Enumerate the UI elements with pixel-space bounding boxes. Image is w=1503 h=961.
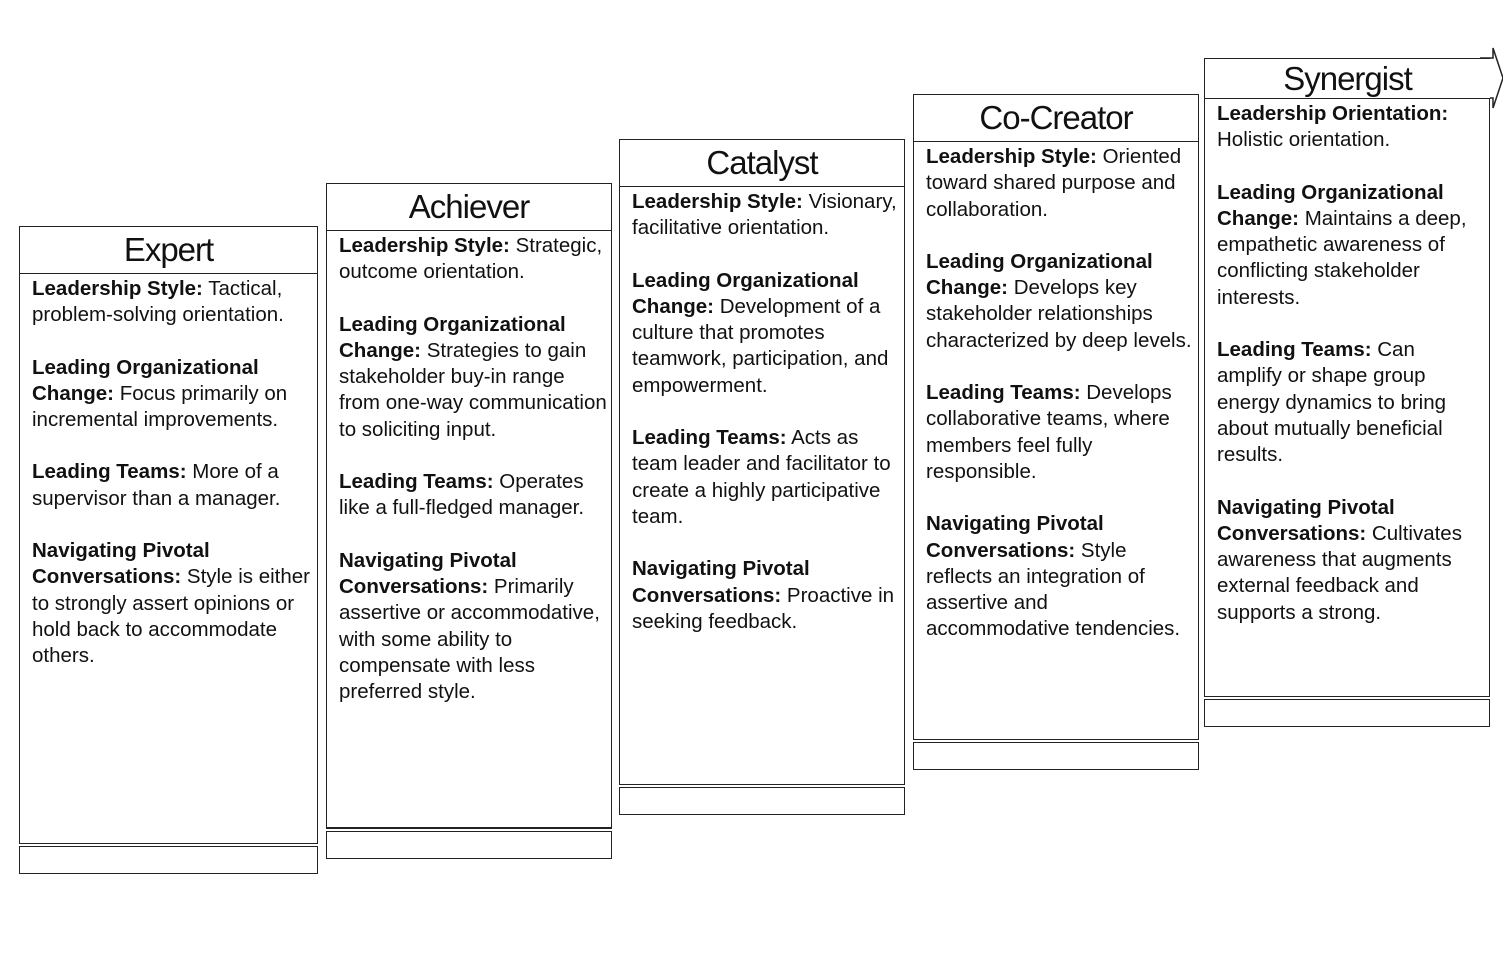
section-label: Leading Organizational Change: — [632, 268, 859, 318]
stage-section — [1217, 337, 1485, 468]
section-label: Leading Teams: — [926, 381, 1081, 405]
stage-section — [926, 144, 1194, 223]
stage-title: Achiever — [326, 183, 612, 231]
stage-section — [32, 276, 313, 329]
stage-section — [632, 268, 900, 399]
stage-section — [1217, 101, 1485, 154]
stage-body — [19, 274, 318, 844]
section-text: Style reflects an integration of assertive and accommodative tendencies. — [926, 538, 1181, 641]
section-label: Navigating Pivotal Conversations: — [1217, 495, 1395, 545]
stage-body — [619, 187, 905, 785]
stage-column-co-creator — [913, 94, 1199, 770]
section-text: Develops collaborative teams, where members feel fully responsible. — [926, 381, 1172, 483]
section-label: Leading Organizational Change: — [1217, 180, 1444, 230]
stage-title: Expert — [19, 226, 318, 274]
section-label: Leading Organizational Change: — [339, 312, 566, 362]
section-text: Strategic, outcome orientation. — [339, 234, 603, 284]
stage-section — [1217, 495, 1485, 626]
stage-section — [632, 425, 900, 530]
stage-footer — [326, 831, 612, 859]
stage-section — [339, 233, 607, 286]
stage-section — [926, 249, 1194, 354]
section-text: Oriented toward shared purpose and collaboration. — [926, 145, 1182, 221]
section-label: Leading Organizational Change: — [926, 249, 1153, 300]
section-label: Leading Teams: — [632, 426, 787, 450]
stage-section — [32, 538, 313, 669]
section-label: Navigating Pivotal Conversations: — [32, 539, 210, 589]
stage-section — [339, 312, 607, 443]
stage-section — [926, 380, 1194, 485]
section-label: Leading Organizational Change: — [32, 355, 259, 405]
section-text: Operates like a full-fledged manager. — [339, 470, 585, 520]
stage-section — [926, 511, 1194, 642]
section-text: Primarily assertive or accommodative, with some ability to compensate with less preferred style. — [339, 574, 600, 704]
stage-section — [32, 355, 313, 434]
section-label: Leadership Style: — [32, 277, 203, 300]
section-text: Cultivates awareness that augments external feedback and supports a strong. — [1217, 521, 1462, 624]
section-label: Navigating Pivotal Conversations: — [339, 548, 517, 598]
section-text: Focus primarily on incremental improvements. — [32, 381, 288, 432]
section-text: Develops key stakeholder relationships characterized by deep levels. — [926, 276, 1192, 352]
stage-section — [339, 469, 607, 522]
section-label: Navigating Pivotal Conversations: — [926, 512, 1104, 562]
stage-footer — [913, 742, 1199, 770]
section-text: Strategies to gain stakeholder buy-in range from one-way communication to soliciting input. — [339, 338, 607, 441]
section-text: Holistic orientation. — [1217, 128, 1391, 152]
section-label: Leading Teams: — [32, 460, 187, 484]
stage-section — [32, 459, 313, 512]
stage-title: Synergist — [1204, 58, 1490, 99]
stage-title: Co-Creator — [913, 94, 1199, 142]
section-label: Leadership Style: — [339, 234, 510, 257]
section-text: More of a supervisor than a manager. — [32, 460, 281, 510]
stage-body — [326, 231, 612, 829]
stage-section — [1217, 180, 1485, 311]
section-text: Visionary, facilitative orientation. — [632, 190, 897, 240]
stage-column-expert — [19, 226, 318, 874]
section-label: Leadership Orientation: — [1217, 102, 1449, 125]
section-text: Development of a culture that promotes teamwork, participation, and empowerment. — [632, 294, 889, 397]
stage-section — [339, 548, 607, 706]
section-label: Navigating Pivotal Conversations: — [632, 557, 810, 607]
section-label: Leadership Style: — [632, 190, 803, 213]
stage-body — [1204, 99, 1490, 697]
section-text: Acts as team leader and facilitator to create a highly participative team. — [632, 426, 891, 528]
section-text: Tactical, problem-solving orientation. — [32, 277, 284, 327]
stage-footer — [1204, 699, 1490, 727]
section-text: Style is either to strongly assert opinions or hold back to accommodate others. — [32, 565, 310, 668]
section-label: Leadership Style: — [926, 145, 1097, 168]
stage-footer — [19, 846, 318, 874]
stage-column-synergist — [1204, 58, 1490, 727]
stage-section — [632, 556, 900, 635]
section-label: Leading Teams: — [339, 470, 494, 494]
stage-title: Catalyst — [619, 139, 905, 187]
stage-section — [632, 189, 900, 242]
section-label: Leading Teams: — [1217, 338, 1372, 362]
section-text: Can amplify or shape group energy dynamics to bring about mutually beneficial results. — [1217, 338, 1447, 467]
section-text: Proactive in seeking feedback. — [632, 583, 895, 633]
stage-body — [913, 142, 1199, 740]
stage-column-catalyst — [619, 139, 905, 815]
stage-column-achiever — [326, 183, 612, 859]
section-text: Maintains a deep, empathetic awareness of conflicting stakeholder interests. — [1217, 206, 1467, 309]
stage-footer — [619, 787, 905, 815]
